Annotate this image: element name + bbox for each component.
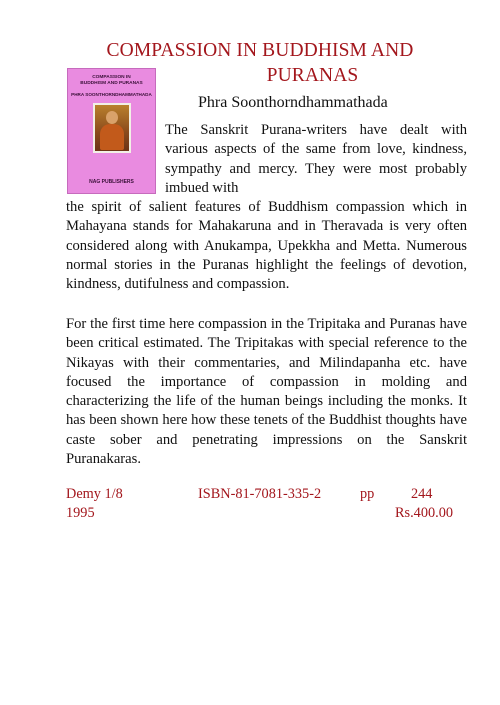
cover-monk-photo	[93, 103, 131, 153]
book-price: Rs.400.00	[395, 505, 453, 521]
description-paragraph-2: For the first time here compassion in the Tripitaka and Puranas have been critical estimated. The Tripitakas with special reference to the Nikayas with their commentaries, and Milindapanha etc. have focused the importance of compassion in molding and characterizing the life of the human beings including the monks. It has been shown here how these tenets of the Buddhist thoughts have caste sober and penetrating impressions on the Sanskrit Puranakaras.	[66, 316, 467, 468]
description-paragraph-1-full: the spirit of salient features of Buddhism compassion which in Mahayana stands for Mahakaruna and in Theravada is very often considered along with Anukampa, Upekkha and Metta. Numerous normal stories in the Puranas highlight the feelings of devotion, kindness, dutifulness and compassion.	[66, 199, 467, 293]
book-title-line-2: PURANAS	[266, 65, 359, 86]
description-paragraph-1-wrapped: The Sanskrit Purana-writers have dealt with various aspects of the same from love, kindness, sympathy and mercy. They were most probably imbued with	[165, 122, 467, 196]
cover-publisher: NAG PUBLISHERS	[89, 179, 134, 185]
cover-title-line-2: BUDDHISM AND PURANAS	[80, 81, 143, 86]
publication-year: 1995	[66, 505, 95, 521]
cover-author: PHRA SOONTHORNDHAMMATHADA	[71, 92, 152, 97]
book-author: Phra Soonthorndhammathada	[198, 94, 388, 111]
cover-title-line-1: COMPASSION IN	[92, 75, 131, 80]
cover-title	[72, 75, 152, 87]
pages-label: pp	[360, 486, 375, 502]
book-cover-image	[67, 68, 156, 194]
book-format: Demy 1/8	[66, 486, 123, 502]
book-isbn: ISBN-81-7081-335-2	[198, 486, 322, 502]
page-count: 244	[411, 486, 433, 502]
book-title-line-1: COMPASSION IN BUDDHISM AND	[106, 40, 414, 61]
